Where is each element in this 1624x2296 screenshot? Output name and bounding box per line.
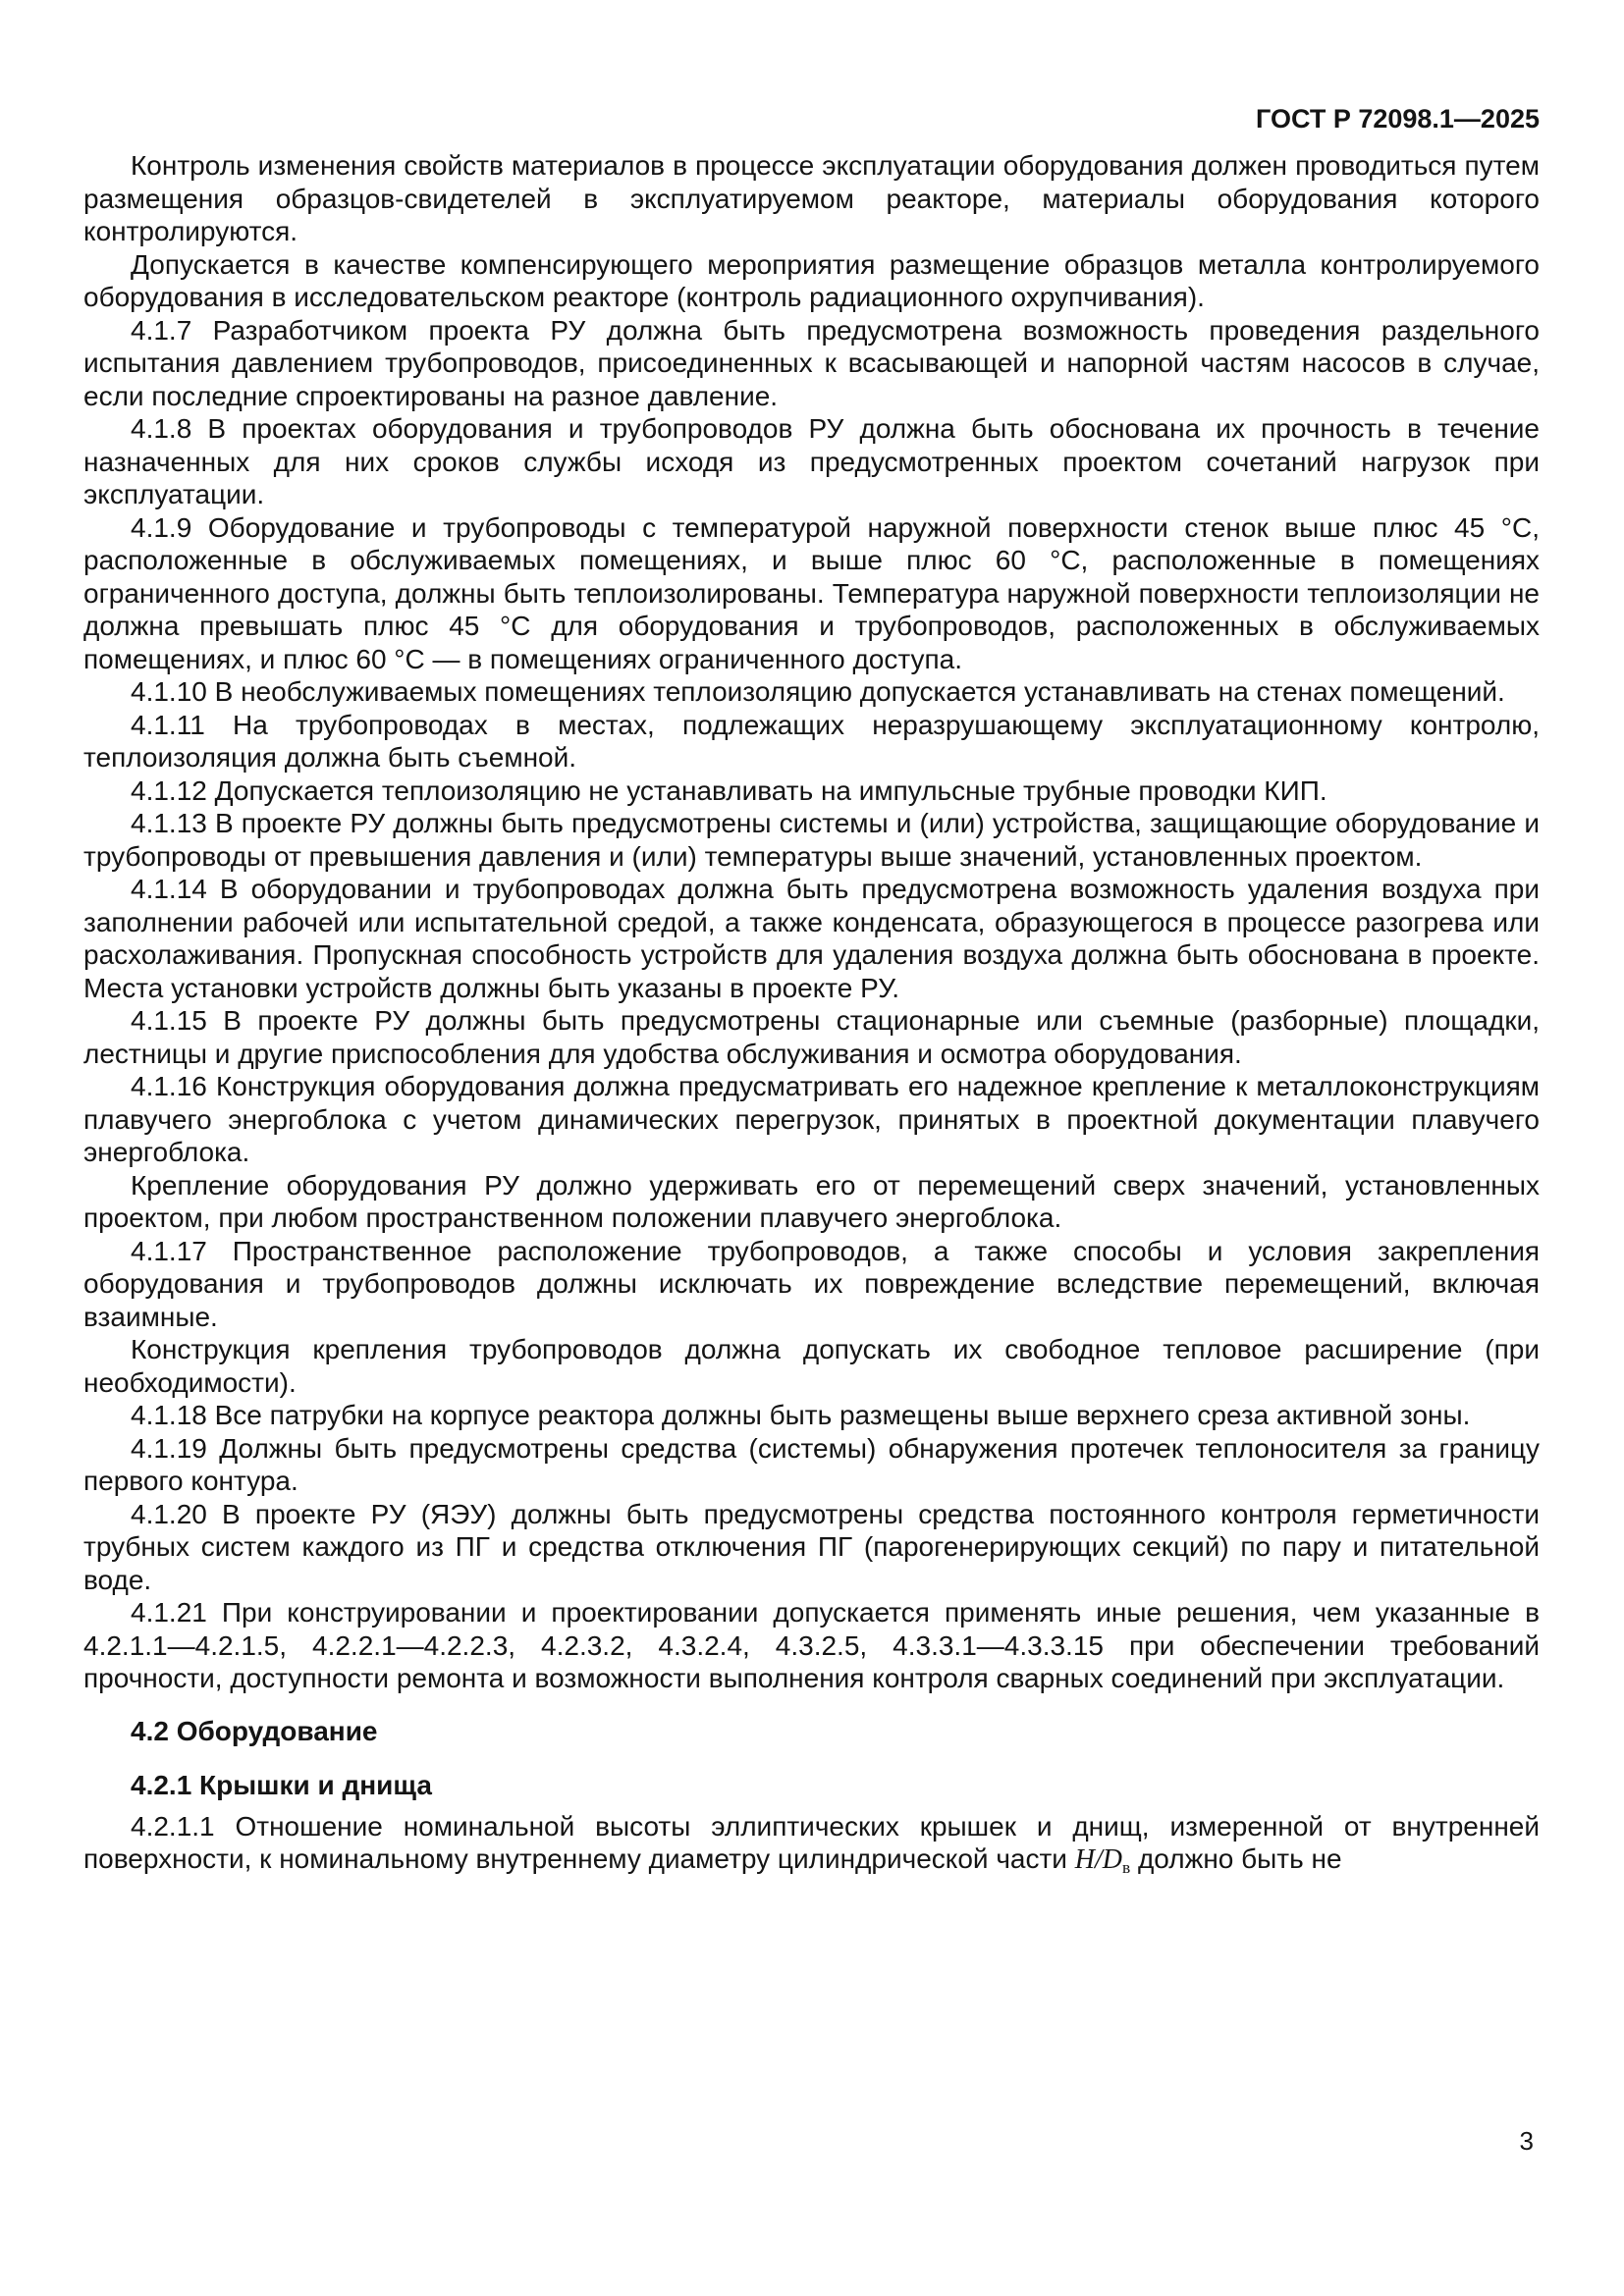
subsection-heading-4-2-1: 4.2.1 Крышки и днища (131, 1770, 432, 1800)
paragraph-4-1-13: 4.1.13 В проекте РУ должны быть предусмотрены системы и (или) устройства, защищающие оборудование и трубопроводы от превышения давления и (или) температуры выше значений, установленных проектом. (83, 808, 1540, 872)
paragraph-4-1-12: 4.1.12 Допускается теплоизоляцию не устанавливать на импульсные трубные проводки КИП. (131, 774, 1327, 806)
section-heading-4-2: 4.2 Оборудование (131, 1715, 378, 1746)
paragraph-4-1-16: 4.1.16 Конструкция оборудования должна предусматривать его надежное крепление к металлоконструкциям плавучего энергоблока с учетом динамических перегрузок, принятых в проектной документации плавучего энергоблока. (83, 1071, 1540, 1167)
paragraph-4-1-9: 4.1.9 Оборудование и трубопроводы с температурой наружной поверхности стенок выше плюс 45 °С, расположенные в обслуживаемых помещениях, и выше плюс 60 °С, расположенные в помещениях ограниченного доступа, должны быть теплоизолированы. Температура наружной поверхности теплоизоляции не должна превышать плюс 45 °С для оборудования и трубопроводов, расположенных в обслуживаемых помещениях, и плюс 60 °С — в помещениях ограниченного доступа. (83, 511, 1540, 674)
paragraph-4-2-1-1 (83, 1810, 1540, 1885)
paragraph-4-1-21: 4.1.21 При конструировании и проектировании допускается применять иные решения, чем указанные в 4.2.1.1—4.2.1.5, 4.2.2.1—4.2.2.3, 4.2.3.2, 4.3.2.4, 4.3.2.5, 4.3.3.1—4.3.3.15 при обеспечении требований прочности, доступности ремонта и возможности выполнения контроля сварных соединений при эксплуатации. (83, 1597, 1540, 1693)
paragraph-4-1-7: 4.1.7 Разработчиком проекта РУ должна быть предусмотрена возможность проведения раздельного испытания давлением трубопроводов, присоединенных к всасывающей и напорной частям насосов в случае, если последние спроектированы на разное давление. (83, 314, 1540, 411)
paragraph-4-1-17-continuation: Конструкция крепления трубопроводов должна допускать их свободное тепловое расширение (при необходимости). (83, 1334, 1540, 1398)
paragraph-4-1-18: 4.1.18 Все патрубки на корпусе реактора должны быть размещены выше верхнего среза активной зоны. (131, 1400, 1471, 1430)
formula-h-over-d: H/D (1074, 1844, 1122, 1875)
page-number: 3 (1519, 2126, 1534, 2156)
paragraph-4-1-10: 4.1.10 В необслуживаемых помещениях теплоизоляцию допускается устанавливать на стенах помещений. (131, 676, 1505, 707)
document-body (83, 149, 1540, 1884)
paragraph-4-1-14: 4.1.14 В оборудовании и трубопроводах должна быть предусмотрена возможность удаления воздуха при заполнении рабочей или испытательной средой, а также конденсата, образующегося в процессе разогрева или расхолаживания. Пропускная способность устройств для удаления воздуха должна быть обоснована в проекте. Места установки устройств должны быть указаны в проекте РУ. (83, 874, 1540, 1003)
paragraph-4-1-11: 4.1.11 На трубопроводах в местах, подлежащих неразрушающему эксплуатационному контролю, теплоизоляция должна быть съемной. (83, 709, 1540, 773)
formula-text-before: 4.2.1.1 Отношение номинальной высоты эллиптических крышек и днищ, измеренной от внутренней поверхности, к номинальному внутреннему диаметру цилиндрической части (83, 1810, 1540, 1874)
paragraph-4-1-17: 4.1.17 Пространственное расположение трубопроводов, а также способы и условия закрепления оборудования и трубопроводов должны исключать их повреждение вследствие перемещений, включая взаимные. (83, 1235, 1540, 1332)
paragraph-4-1-15: 4.1.15 В проекте РУ должны быть предусмотрены стационарные или съемные (разборные) площадки, лестницы и другие приспособления для удобства обслуживания и осмотра оборудования. (83, 1005, 1540, 1069)
paragraph-intro-research-reactor: Допускается в качестве компенсирующего мероприятия размещение образцов металла контролируемого оборудования в исследовательском реакторе (контроль радиационного охрупчивания). (83, 248, 1540, 312)
formula-text-after: должно быть не (1130, 1843, 1342, 1874)
paragraph-4-1-20: 4.1.20 В проекте РУ (ЯЭУ) должны быть предусмотрены средства постоянного контроля герметичности трубных систем каждого из ПГ и средства отключения ПГ (парогенерирующих секций) по пару и питательной воде. (83, 1498, 1540, 1595)
paragraph-4-1-19: 4.1.19 Должны быть предусмотрены средства (системы) обнаружения протечек теплоносителя за границу первого контура. (83, 1432, 1540, 1496)
paragraph-4-1-16-continuation: Крепление оборудования РУ должно удерживать его от перемещений сверх значений, установленных проектом, при любом пространственном положении плавучего энергоблока. (83, 1169, 1540, 1233)
document-number: ГОСТ Р 72098.1—2025 (1256, 104, 1540, 133)
paragraph-4-1-8: 4.1.8 В проектах оборудования и трубопроводов РУ должна быть обоснована их прочность в течение назначенных для них сроков службы исходя из предусмотренных проектом сочетаний нагрузок при эксплуатации. (83, 413, 1540, 509)
formula-subscript-v: в (1121, 1857, 1131, 1877)
paragraph-intro-samples: Контроль изменения свойств материалов в процессе эксплуатации оборудования должен проводиться путем размещения образцов-свидетелей в эксплуатируемом реакторе, материалы оборудования которого контролируются. (83, 150, 1540, 246)
